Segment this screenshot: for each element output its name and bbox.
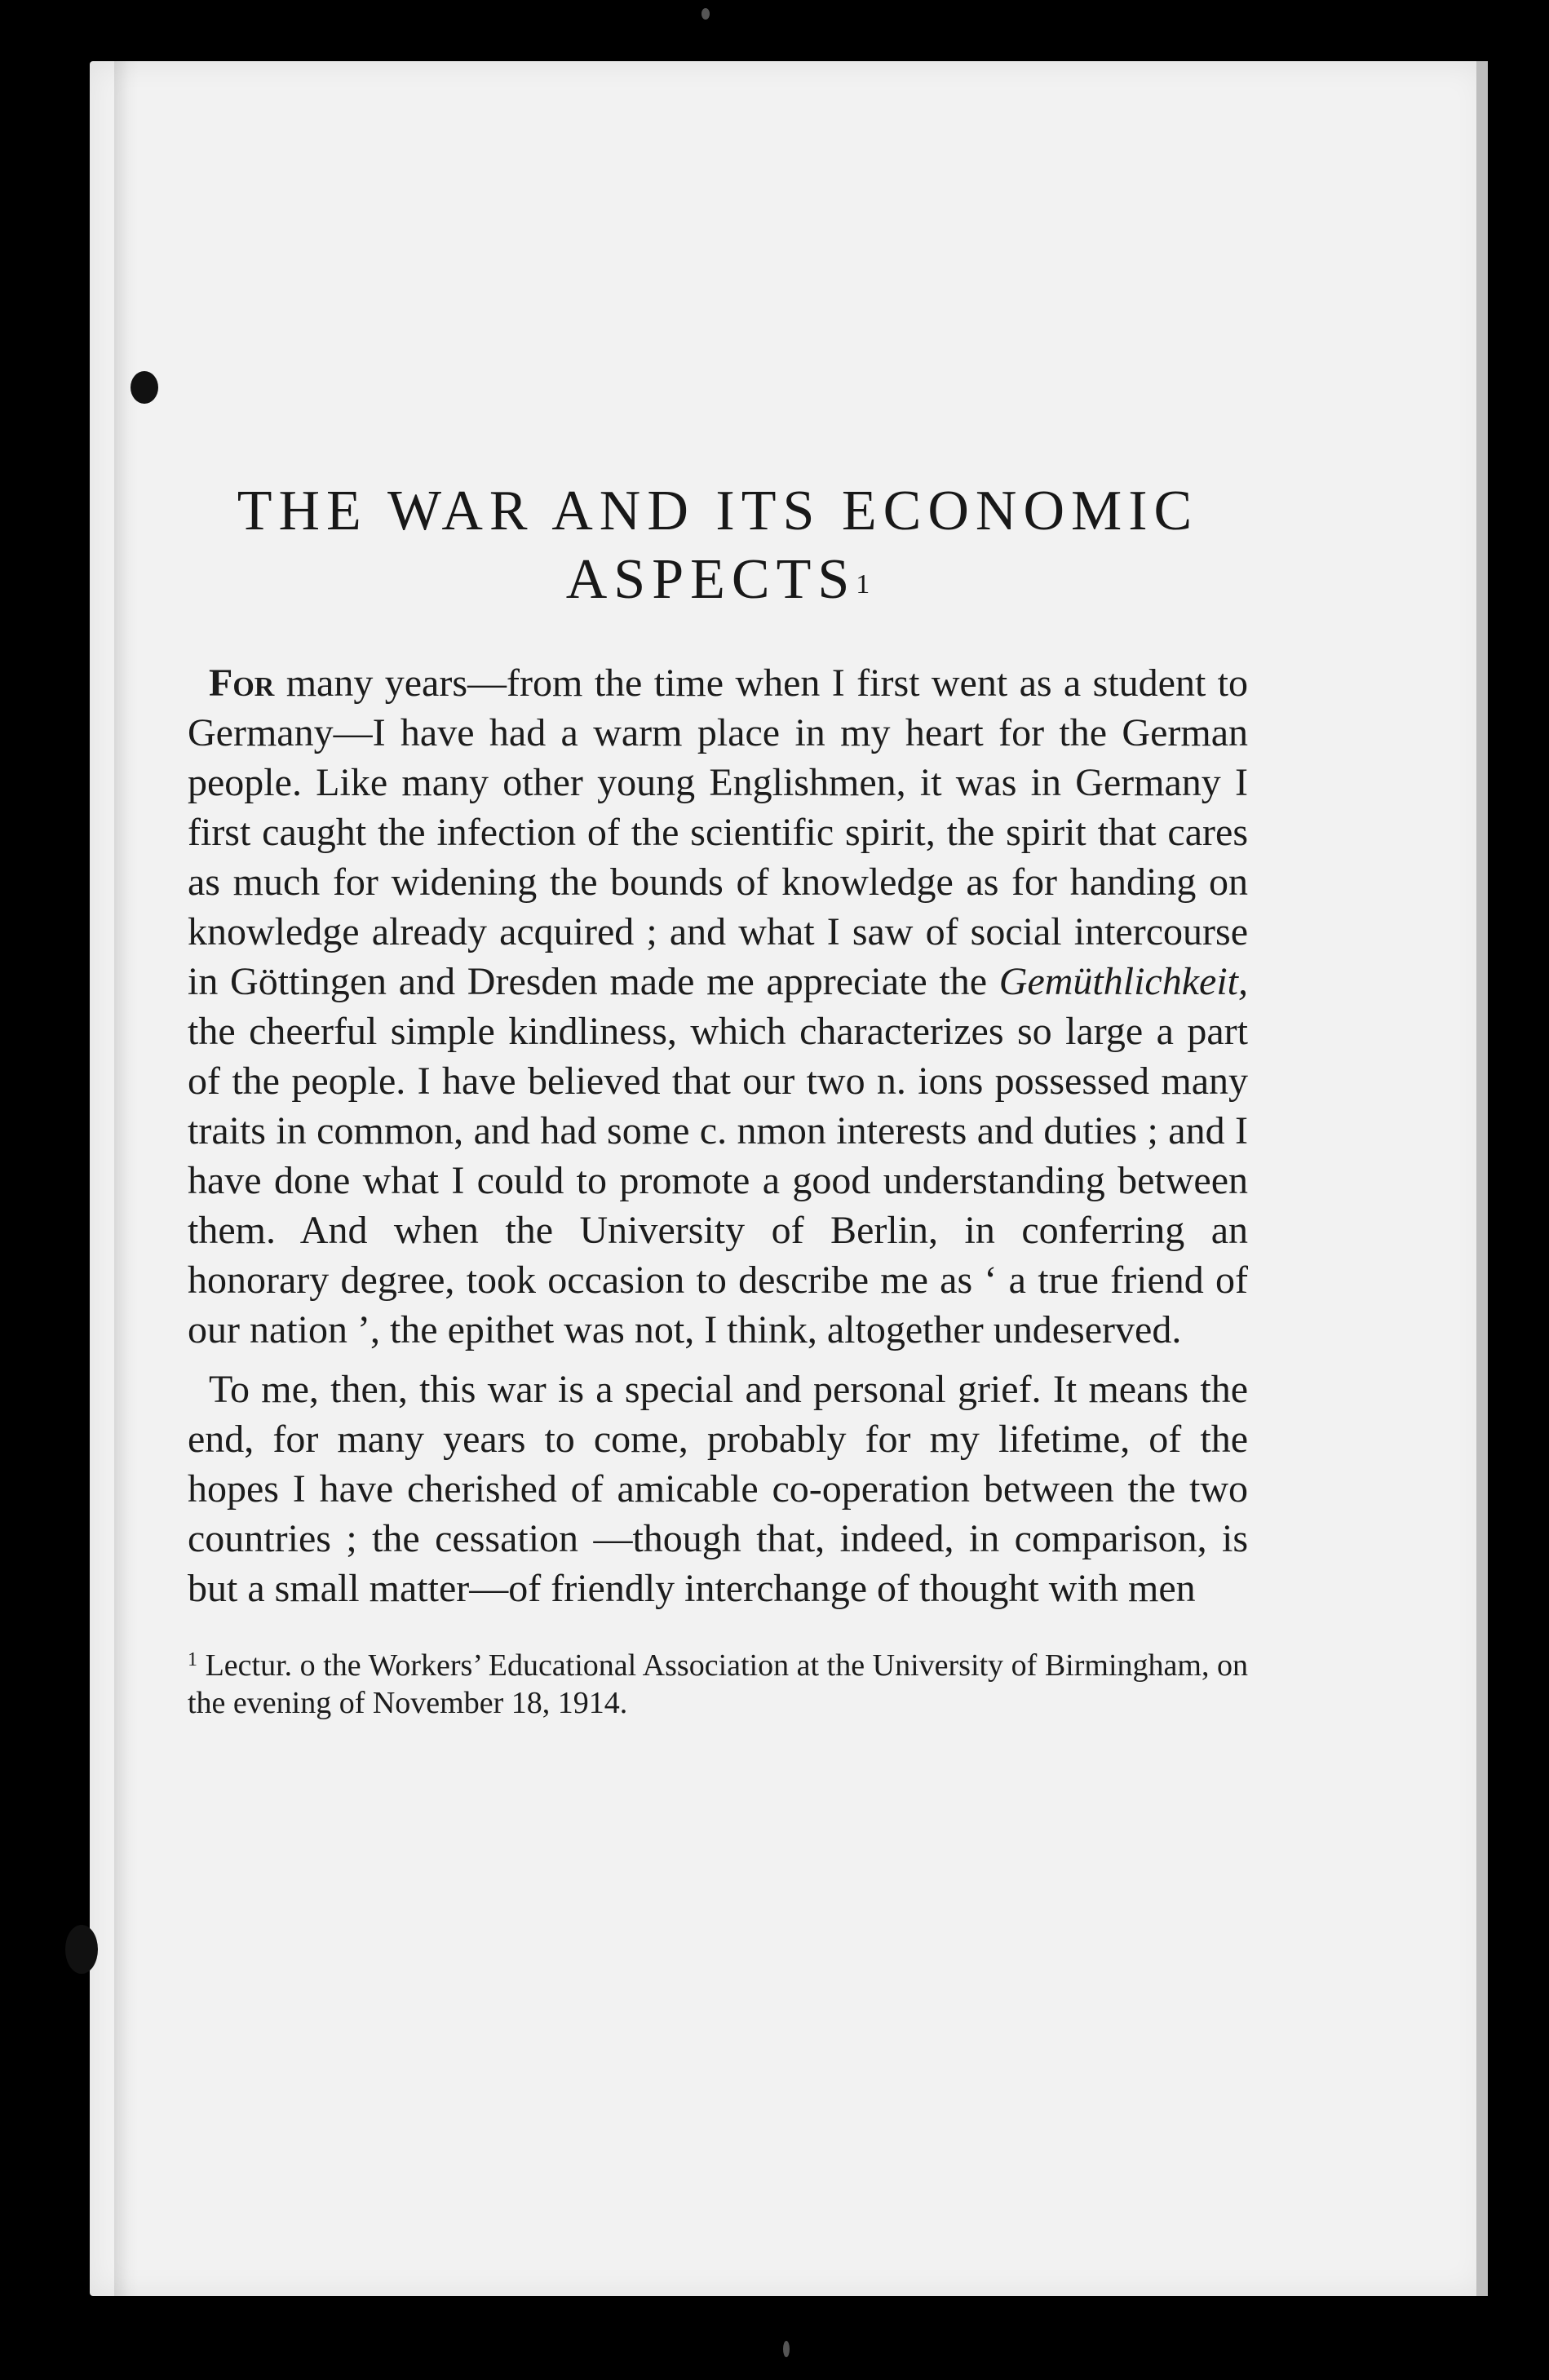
ink-blot: [65, 1925, 98, 1974]
ink-blot: [131, 371, 158, 404]
footnote-reference: 1: [856, 569, 870, 599]
paragraph-2-text: To me, then, this war is a special and personal grief. It means the end, for many years to come, probably for my lifetime, of the hopes I have cherished of amicable co-operation between the two countries ; the cessation —though that, indeed, in comparison, is but a small matter—of friendly interchange of thought with men: [188, 1368, 1248, 1610]
italic-term: Gemüthlichkeit,: [998, 960, 1249, 1003]
paragraph-1-text: many years—from the time when I first went as a student to Germany—I have had a warm place in my heart for the German people. Like many other young Englishmen, it was in Germany I first caught the infection of the scientific spirit, the spirit that cares as much for widening the bounds of knowledge as for handing on knowledge already acquired ; and what I saw of social intercourse in Göttingen and Dresden made me appreciate the: [188, 661, 1249, 1003]
footnote-text: Lectur. o the Workers’ Educational Association at the University of Birmingham, on the evening of November 18, 1914.: [188, 1648, 1248, 1720]
footnote: [188, 1641, 1248, 1722]
scan-speck: [783, 2341, 790, 2357]
footnote-mark: 1: [188, 1649, 197, 1670]
paragraph-1: [188, 658, 1248, 1355]
paragraph-2: [188, 1365, 1248, 1613]
chapter-title-line1: THE WAR AND ITS ECONOMIC: [237, 480, 1199, 542]
paragraph-lead-word: For: [209, 661, 275, 705]
scan-speck: [701, 8, 710, 20]
paragraph-1-text-continued: the cheerful simple kindliness, which characterizes so large a part of the people. I have believed that our two n. ions possessed many traits in common, and had some c. nmon interests and duties ; and I have done what I could to promote a good understanding between them. And when the University of Berlin, in conferring an honorary degree, took occasion to describe me as ‘ a true friend of our nation ’, the epithet was not, I think, altogether undeserved.: [188, 1010, 1248, 1351]
chapter-title: [188, 477, 1248, 619]
page-edge: [1476, 61, 1488, 2296]
page-content: [188, 477, 1248, 1753]
chapter-title-line2: ASPECTS: [565, 548, 856, 611]
